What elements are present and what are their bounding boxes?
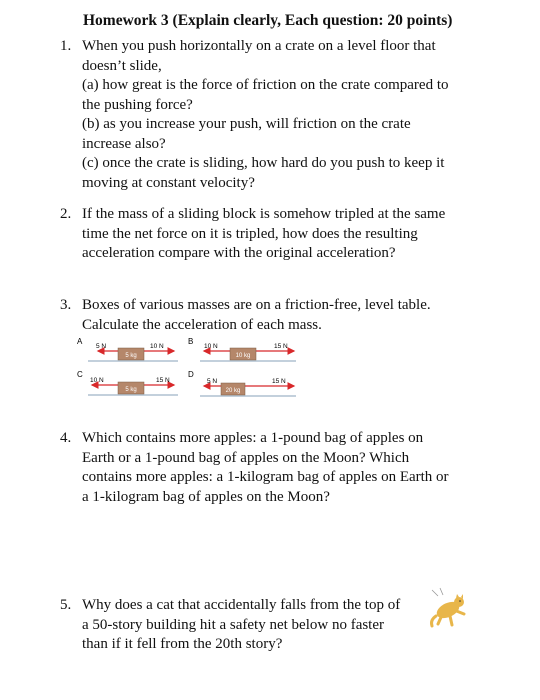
force-label: 5 N: [207, 378, 218, 385]
question-2: [60, 205, 500, 264]
question-line: Which contains more apples: a 1-pound bag of apples on: [82, 430, 424, 446]
panel-label: A: [77, 337, 83, 346]
force-label: 10 N: [204, 343, 218, 350]
force-label: 5 N: [96, 343, 107, 350]
mass-label: 10 kg: [235, 353, 251, 359]
force-label: 10 N: [150, 343, 164, 350]
panel-label: C: [77, 370, 83, 379]
question-line: contains more apples: a 1-kilogram bag of apples on Earth or: [82, 469, 449, 485]
diagram-panel-a: [77, 337, 178, 361]
question-line: Boxes of various masses are on a friction-free, level table.: [82, 297, 431, 313]
question-line: doesn’t slide,: [82, 57, 162, 74]
question-line: a 1-kilogram bag of apples on the Moon?: [82, 488, 330, 505]
mass-label: 5 kg: [125, 353, 137, 359]
diagram-panel-c: [77, 370, 178, 395]
question-line: than if it fell from the 20th story?: [82, 636, 283, 652]
question-line: time the net force on it is tripled, how does the resulting: [82, 225, 418, 242]
question-line: When you push horizontally on a crate on a level floor that: [82, 38, 436, 54]
question-line: increase also?: [82, 135, 166, 152]
diagram-panel-b: [188, 337, 296, 361]
question-number: 1.: [60, 38, 72, 54]
panel-label: D: [188, 370, 194, 379]
page-title: Homework 3 (Explain clearly, Each question: 20 points): [83, 12, 453, 29]
question-line: (c) once the crate is sliding, how hard do you push to keep it: [82, 155, 445, 171]
force-label: 10 N: [90, 377, 104, 384]
question-5: [60, 596, 420, 655]
question-number: 2.: [60, 206, 72, 222]
mass-label: 20 kg: [225, 388, 241, 394]
question-line: a 50-story building hit a safety net below no faster: [82, 616, 385, 633]
force-diagram: [74, 334, 314, 408]
question-line: Why does a cat that accidentally falls from the top of: [82, 597, 401, 613]
question-line: (a) how great is the force of friction on the crate compared to: [82, 77, 449, 93]
question-number: 4.: [60, 430, 72, 446]
question-line: If the mass of a sliding block is somehow tripled at the same: [82, 206, 446, 222]
question-1: [60, 37, 500, 193]
question-3: [60, 296, 500, 335]
falling-cat-icon: [426, 586, 472, 630]
force-label: 15 N: [272, 378, 286, 385]
question-line: acceleration compare with the original acceleration?: [82, 245, 396, 261]
mass-label: 5 kg: [125, 387, 137, 393]
question-line: Calculate the acceleration of each mass.: [82, 316, 322, 333]
question-number: 3.: [60, 297, 72, 313]
question-line: the pushing force?: [82, 96, 193, 113]
diagram-panel-d: [188, 370, 296, 396]
panel-label: B: [188, 337, 194, 346]
question-line: (b) as you increase your push, will friction on the crate: [82, 116, 411, 132]
question-line: moving at constant velocity?: [82, 174, 255, 191]
question-number: 5.: [60, 597, 72, 613]
force-label: 15 N: [274, 343, 288, 350]
force-label: 15 N: [156, 377, 170, 384]
question-line: Earth or a 1-pound bag of apples on the Moon? Which: [82, 449, 410, 466]
question-4: [60, 429, 500, 507]
